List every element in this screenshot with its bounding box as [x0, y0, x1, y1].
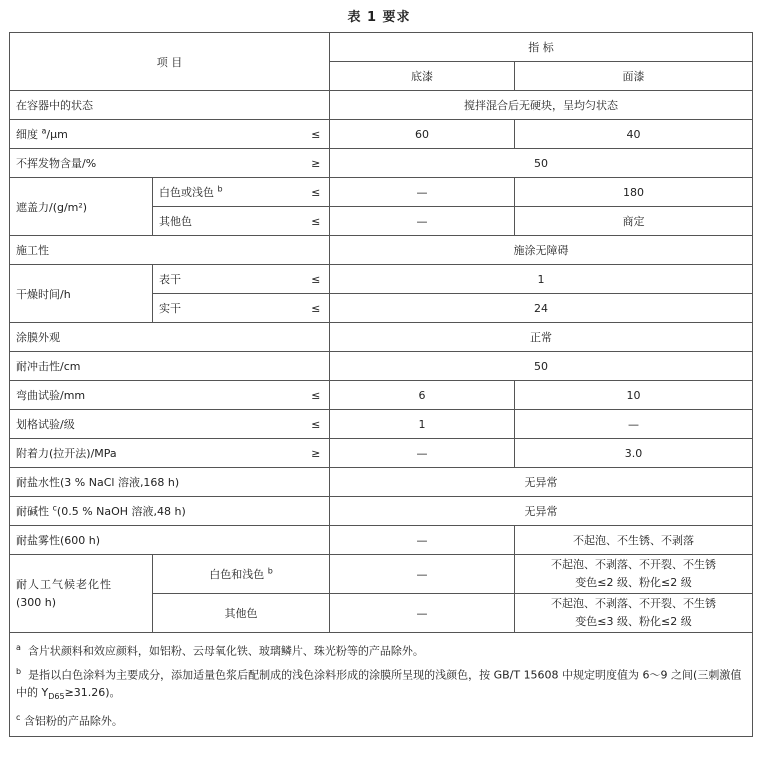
comparison-symbol: ≥	[303, 149, 330, 178]
row-value: 施涂无障碍	[330, 236, 753, 265]
row-label: 耐碱性 $^c$(0.5 % NaOH 溶液,48 h)	[10, 497, 330, 526]
row-value: 50	[330, 352, 753, 381]
table-row	[10, 410, 753, 439]
primer-value: —	[330, 555, 515, 594]
topcoat-value: 不起泡、不生锈、不剥落	[515, 526, 753, 555]
row-label: 施工性	[10, 236, 330, 265]
primer-value: —	[330, 594, 515, 633]
table-row	[10, 91, 753, 120]
row-label: 不挥发物含量/%	[10, 149, 303, 178]
row-label: 耐冲击性/cm	[10, 352, 330, 381]
footnote-c: $^c$ 含铝粉的产品除外。	[16, 712, 123, 728]
primer-value: 60	[330, 120, 515, 149]
table-row	[10, 555, 753, 594]
row-value: 无异常	[330, 497, 753, 526]
row-label: 干燥时间/h	[10, 265, 153, 323]
requirements-table	[9, 32, 753, 737]
row-label: 涂膜外观	[10, 323, 330, 352]
primer-value: 1	[330, 410, 515, 439]
table-row	[10, 236, 753, 265]
topcoat-value: 3.0	[515, 439, 753, 468]
footnotes	[10, 633, 753, 737]
footnote-b: $^b$ 是指以白色涂料为主要成分，添加适量色浆后配制成的浅色涂料形成的涂膜所呈现的浅颜色，按 GB/T 15608 中规定明度值为 6～9 之间(三刺激值中的 $Y_{D65}\ge 31.26$)。	[16, 666, 742, 702]
sub-label: 其他色	[153, 207, 303, 236]
header-indicator: 指 标	[330, 33, 753, 62]
table-row	[10, 178, 753, 207]
sub-label: 白色和浅色 $^b$	[153, 555, 330, 594]
comparison-symbol: ≤	[303, 120, 330, 149]
header-item: 项 目	[10, 33, 330, 91]
table-row	[10, 497, 753, 526]
header-topcoat: 面漆	[515, 62, 753, 91]
sub-label: 实干	[153, 294, 303, 323]
header-primer: 底漆	[330, 62, 515, 91]
comparison-symbol: ≤	[303, 294, 330, 323]
sub-label: 其他色	[153, 594, 330, 633]
row-label: 耐盐水性(3 % NaCl 溶液,168 h)	[10, 468, 330, 497]
topcoat-value: 180	[515, 178, 753, 207]
topcoat-value: 40	[515, 120, 753, 149]
primer-value: —	[330, 178, 515, 207]
table-row	[10, 120, 753, 149]
comparison-symbol: ≤	[303, 207, 330, 236]
footnote-ref: c	[52, 503, 57, 513]
comparison-symbol: ≤	[303, 381, 330, 410]
footnote-a: $^a$ 含片状颜料和效应颜料，如铝粉、云母氧化铁、玻璃鳞片、珠光粉等的产品除外。	[16, 643, 424, 658]
table-row	[10, 323, 753, 352]
sub-label: 表干	[153, 265, 303, 294]
comparison-symbol: ≥	[303, 439, 330, 468]
row-value: 无异常	[330, 468, 753, 497]
row-label: 耐人工气候老化性 (300 h)	[10, 555, 153, 633]
row-label: 划格试验/级	[10, 410, 303, 439]
table-row	[10, 439, 753, 468]
footnotes-row	[10, 633, 753, 737]
comparison-symbol: ≤	[303, 265, 330, 294]
row-label: 附着力(拉开法)/MPa	[10, 439, 303, 468]
primer-value: 6	[330, 381, 515, 410]
row-value: 24	[330, 294, 753, 323]
row-value: 正常	[330, 323, 753, 352]
comparison-symbol: ≤	[303, 410, 330, 439]
topcoat-value: 不起泡、不剥落、不开裂、不生锈 变色≤2 级、粉化≤2 级	[515, 555, 753, 594]
table-row	[10, 265, 753, 294]
primer-value: —	[330, 207, 515, 236]
table-row	[10, 149, 753, 178]
footnote-ref: a	[41, 126, 47, 136]
topcoat-value: —	[515, 410, 753, 439]
row-label: 细度 $^a$/μm	[10, 120, 303, 149]
table-row	[10, 381, 753, 410]
topcoat-value: 商定	[515, 207, 753, 236]
table-title: 表 1 要求	[347, 10, 411, 25]
table-row	[10, 352, 753, 381]
primer-value: —	[330, 526, 515, 555]
table-row	[10, 526, 753, 555]
footnote-ref: b	[267, 566, 273, 576]
row-label: 在容器中的状态	[10, 91, 330, 120]
header-row	[10, 33, 753, 62]
primer-value: —	[330, 439, 515, 468]
row-label: 耐盐雾性(600 h)	[10, 526, 330, 555]
row-label: 弯曲试验/mm	[10, 381, 303, 410]
topcoat-value: 不起泡、不剥落、不开裂、不生锈 变色≤3 级、粉化≤2 级	[515, 594, 753, 633]
row-value: 搅拌混合后无硬块，呈均匀状态	[330, 91, 753, 120]
comparison-symbol: ≤	[303, 178, 330, 207]
table-row	[10, 468, 753, 497]
topcoat-value: 10	[515, 381, 753, 410]
row-value: 50	[330, 149, 753, 178]
row-value: 1	[330, 265, 753, 294]
sub-label: 白色或浅色 $^b$	[153, 178, 303, 207]
row-label: 遮盖力/(g/m²)	[10, 178, 153, 236]
footnote-ref: b	[217, 184, 223, 194]
